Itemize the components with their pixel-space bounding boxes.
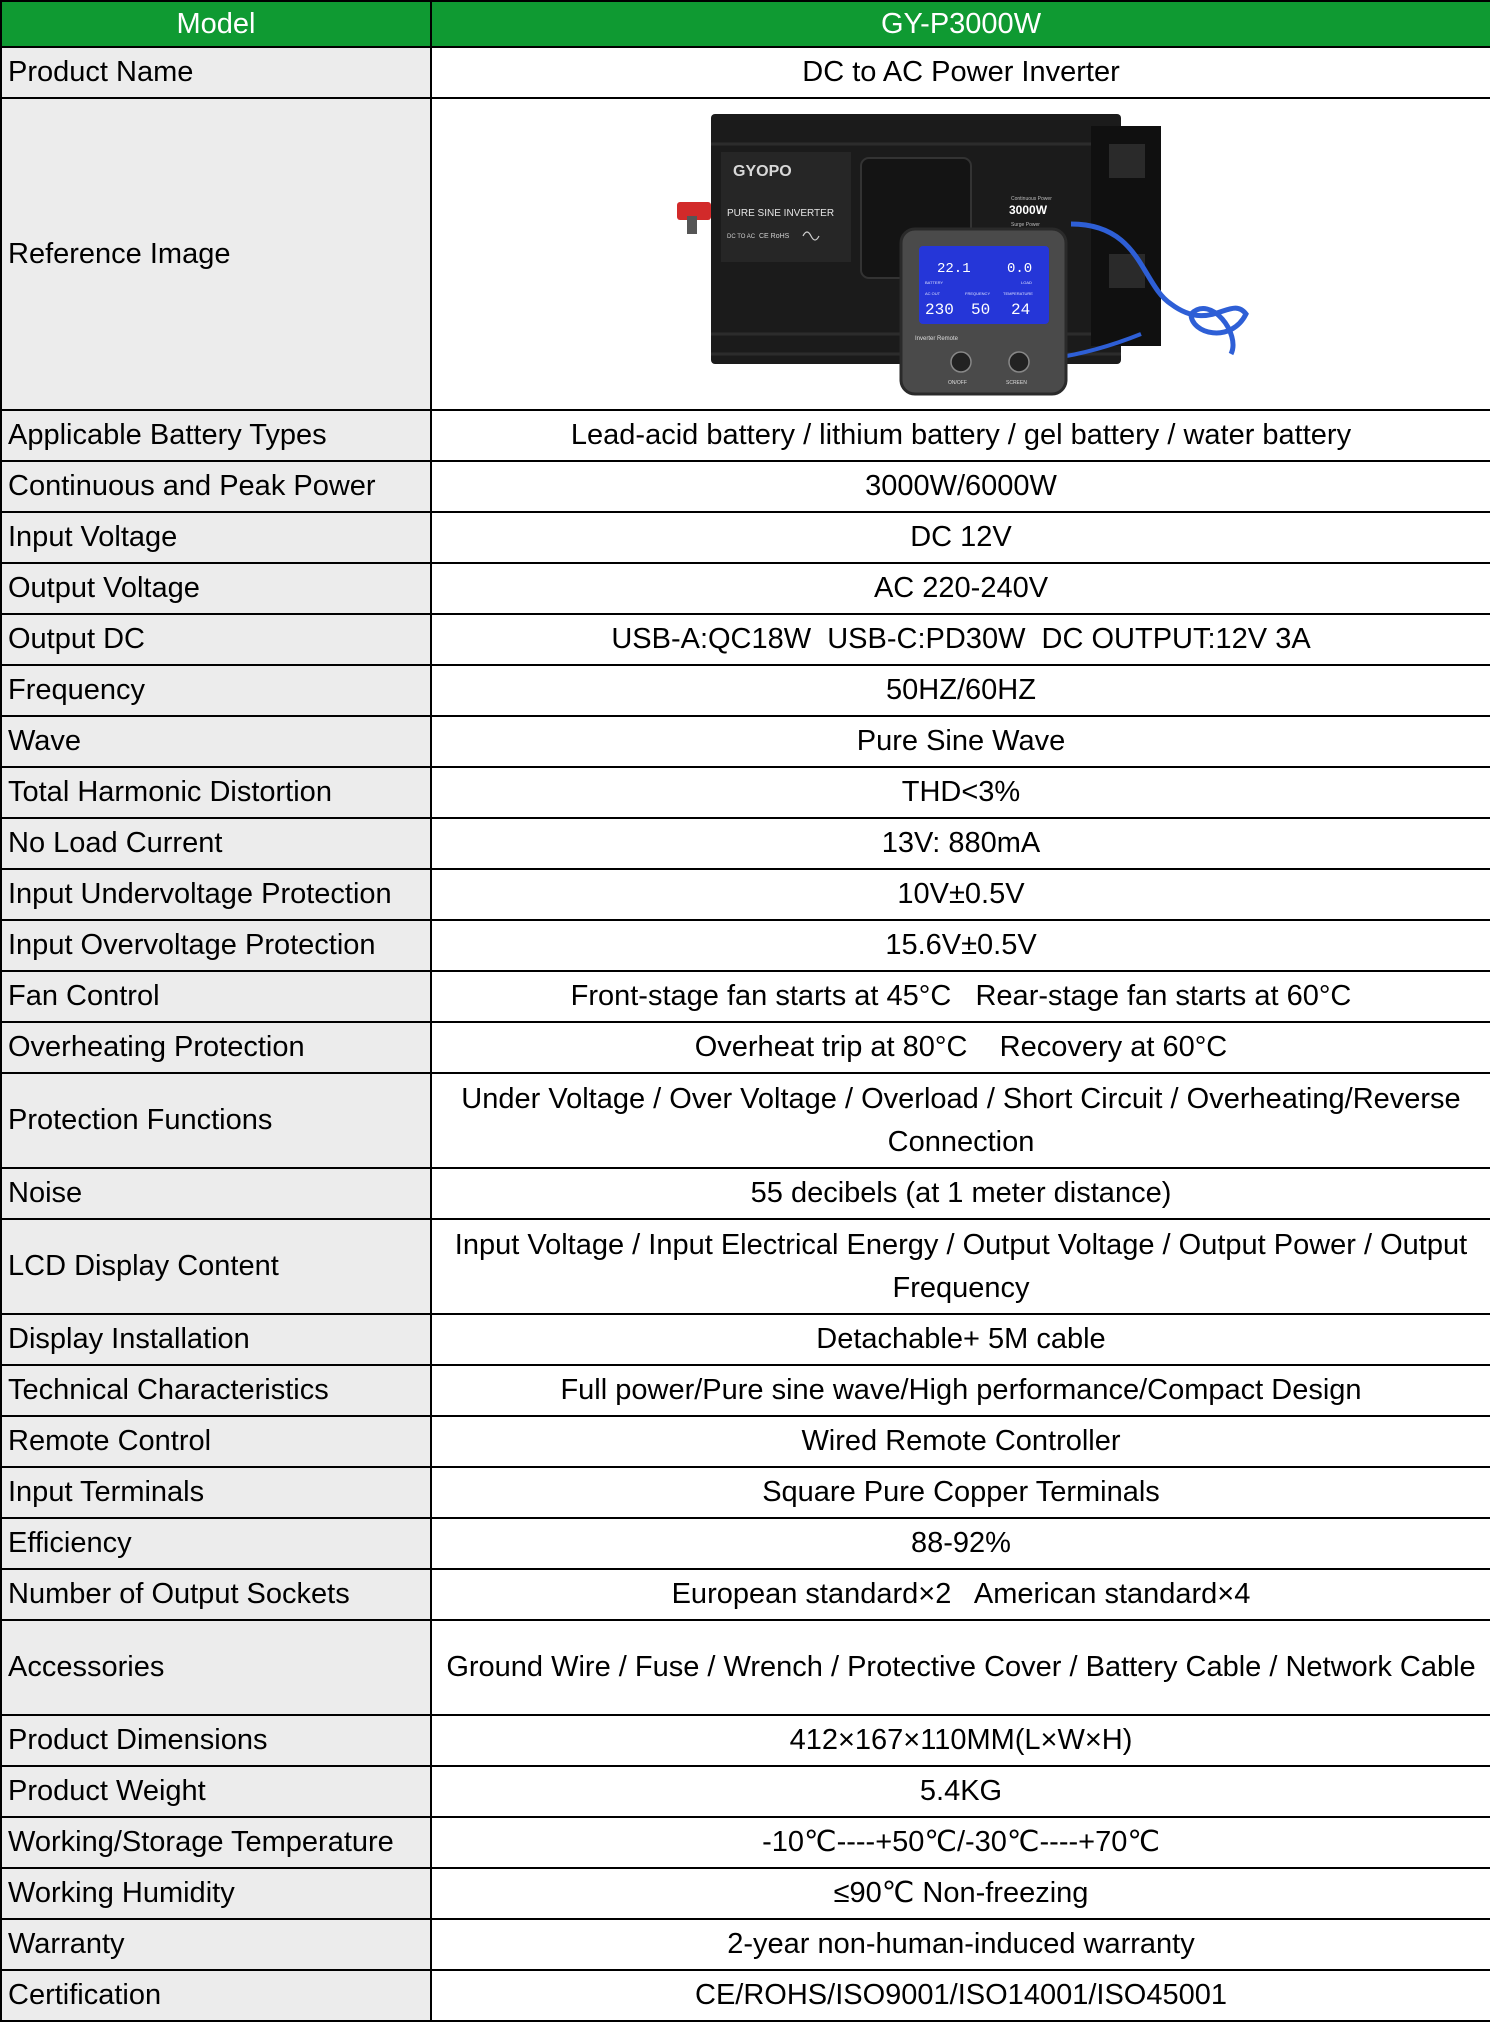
- table-row: [1, 1365, 1490, 1416]
- row-value: Pure Sine Wave: [431, 716, 1490, 767]
- row-label: Fan Control: [1, 971, 431, 1022]
- table-row: [1, 1766, 1490, 1817]
- row-label: Input Undervoltage Protection: [1, 869, 431, 920]
- table-row: [1, 1416, 1490, 1467]
- row-value: Overheat trip at 80°C Recovery at 60°C: [431, 1022, 1490, 1073]
- table-row: [1, 1467, 1490, 1518]
- row-label: Efficiency: [1, 1518, 431, 1569]
- row-label: LCD Display Content: [1, 1219, 431, 1314]
- row-value: 55 decibels (at 1 meter distance): [431, 1168, 1490, 1219]
- row-value: Square Pure Copper Terminals: [431, 1467, 1490, 1518]
- row-label: Accessories: [1, 1620, 431, 1715]
- row-label: Number of Output Sockets: [1, 1569, 431, 1620]
- table-row: [1, 1970, 1490, 2021]
- row-label: Display Installation: [1, 1314, 431, 1365]
- row-label: Wave: [1, 716, 431, 767]
- row-value: 5.4KG: [431, 1766, 1490, 1817]
- continuous-power: 3000W: [1009, 203, 1048, 217]
- panel-sub: DC TO AC: [727, 234, 756, 240]
- power-button-icon: [951, 352, 971, 372]
- table-row: [1, 47, 1490, 98]
- table-row: [1, 1569, 1490, 1620]
- row-label: Certification: [1, 1970, 431, 2021]
- table-row: [1, 920, 1490, 971]
- table-row: [1, 1919, 1490, 1970]
- table-row: [1, 665, 1490, 716]
- header-model-label: Model: [1, 1, 431, 47]
- row-value: 13V: 880mA: [431, 818, 1490, 869]
- continuous-label: Continuous Power: [1011, 196, 1052, 202]
- row-label: Input Terminals: [1, 1467, 431, 1518]
- row-label: No Load Current: [1, 818, 431, 869]
- lcd-acout-label: AC OUT: [925, 291, 941, 296]
- table-row: [1, 461, 1490, 512]
- row-label: Reference Image: [1, 98, 431, 410]
- row-value: 3000W/6000W: [431, 461, 1490, 512]
- row-value: USB-A:QC18W USB-C:PD30W DC OUTPUT:12V 3A: [431, 614, 1490, 665]
- table-row: [1, 410, 1490, 461]
- table-row: [1, 767, 1490, 818]
- row-value: CE/ROHS/ISO9001/ISO14001/ISO45001: [431, 1970, 1490, 2021]
- panel-title: PURE SINE INVERTER: [727, 208, 835, 219]
- row-label: Input Voltage: [1, 512, 431, 563]
- lcd-battery-label: BATTERY: [925, 280, 944, 285]
- table-row: [1, 971, 1490, 1022]
- row-value: Wired Remote Controller: [431, 1416, 1490, 1467]
- row-label: Input Overvoltage Protection: [1, 920, 431, 971]
- row-label: Warranty: [1, 1919, 431, 1970]
- row-label: Total Harmonic Distortion: [1, 767, 431, 818]
- table-row: [1, 716, 1490, 767]
- table-row: [1, 1715, 1490, 1766]
- table-row: [1, 869, 1490, 920]
- screen-button-icon: [1009, 352, 1029, 372]
- row-value: Full power/Pure sine wave/High performance/Compact Design: [431, 1365, 1490, 1416]
- socket-icon: [1109, 144, 1145, 178]
- table-row: [1, 818, 1490, 869]
- row-value: 50HZ/60HZ: [431, 665, 1490, 716]
- lcd-freq-label: FREQUENCY: [965, 291, 991, 296]
- row-label: Product Name: [1, 47, 431, 98]
- row-value: DC to AC Power Inverter: [431, 47, 1490, 98]
- row-value: Lead-acid battery / lithium battery / gel battery / water battery: [431, 410, 1490, 461]
- on-off-label: ON/OFF: [948, 380, 967, 386]
- reference-image-cell: [431, 98, 1490, 410]
- table-row: [1, 98, 1490, 410]
- table-row: [1, 512, 1490, 563]
- table-row: [1, 563, 1490, 614]
- row-value: 10V±0.5V: [431, 869, 1490, 920]
- table-row: [1, 1817, 1490, 1868]
- lcd-frequency: 50: [971, 301, 991, 319]
- table-row: [1, 1022, 1490, 1073]
- table-row: [1, 1314, 1490, 1365]
- row-label: Continuous and Peak Power: [1, 461, 431, 512]
- product-image: [671, 104, 1251, 404]
- row-label: Working Humidity: [1, 1868, 431, 1919]
- row-value: Front-stage fan starts at 45°C Rear-stage fan starts at 60°C: [431, 971, 1490, 1022]
- table-row: [1, 614, 1490, 665]
- table-row: [1, 1868, 1490, 1919]
- table-header-row: [1, 1, 1490, 47]
- table-row: [1, 1168, 1490, 1219]
- row-label: Output Voltage: [1, 563, 431, 614]
- row-value: Detachable+ 5M cable: [431, 1314, 1490, 1365]
- row-value: 412×167×110MM(L×W×H): [431, 1715, 1490, 1766]
- cert-marks: CE RoHS: [759, 233, 790, 240]
- row-label: Protection Functions: [1, 1073, 431, 1168]
- brand-logo: GYOPO: [733, 163, 792, 180]
- row-value: 2-year non-human-induced warranty: [431, 1919, 1490, 1970]
- row-label: Applicable Battery Types: [1, 410, 431, 461]
- row-label: Frequency: [1, 665, 431, 716]
- row-label: Technical Characteristics: [1, 1365, 431, 1416]
- lcd-top-left: 22.1: [937, 261, 971, 277]
- lcd-temperature: 24: [1011, 301, 1031, 319]
- row-value: ≤90℃ Non-freezing: [431, 1868, 1490, 1919]
- lcd-voltage: 230: [925, 301, 954, 319]
- row-value: 88-92%: [431, 1518, 1490, 1569]
- table-row: [1, 1073, 1490, 1168]
- row-value: AC 220-240V: [431, 563, 1490, 614]
- row-value: DC 12V: [431, 512, 1490, 563]
- row-label: Working/Storage Temperature: [1, 1817, 431, 1868]
- surge-label: Surge Power: [1011, 222, 1040, 228]
- row-value: THD<3%: [431, 767, 1490, 818]
- screen-label: SCREEN: [1006, 380, 1027, 386]
- row-value: 15.6V±0.5V: [431, 920, 1490, 971]
- header-model-value: GY-P3000W: [431, 1, 1490, 47]
- row-label: Overheating Protection: [1, 1022, 431, 1073]
- row-value: Under Voltage / Over Voltage / Overload / Short Circuit / Overheating/Reverse Connection: [431, 1073, 1490, 1168]
- row-value: Ground Wire / Fuse / Wrench / Protective Cover / Battery Cable / Network Cable: [431, 1620, 1490, 1715]
- row-label: Remote Control: [1, 1416, 431, 1467]
- lcd-temp-label: TEMPERATURE: [1003, 291, 1033, 296]
- row-value: Input Voltage / Input Electrical Energy / Output Voltage / Output Power / Output Frequency: [431, 1219, 1490, 1314]
- lcd-load-label: LOAD: [1021, 280, 1032, 285]
- row-label: Product Weight: [1, 1766, 431, 1817]
- remote-label: Inverter Remote: [915, 336, 959, 342]
- row-label: Output DC: [1, 614, 431, 665]
- lcd-top-right: 0.0: [1007, 261, 1033, 277]
- inverter-illustration: [671, 104, 1251, 404]
- row-label: Product Dimensions: [1, 1715, 431, 1766]
- table-row: [1, 1620, 1490, 1715]
- row-label: Noise: [1, 1168, 431, 1219]
- table-row: [1, 1518, 1490, 1569]
- row-value: European standard×2 American standard×4: [431, 1569, 1490, 1620]
- table-row: [1, 1219, 1490, 1314]
- terminal-post-icon: [687, 216, 697, 234]
- row-value: -10℃----+50℃/-30℃----+70℃: [431, 1817, 1490, 1868]
